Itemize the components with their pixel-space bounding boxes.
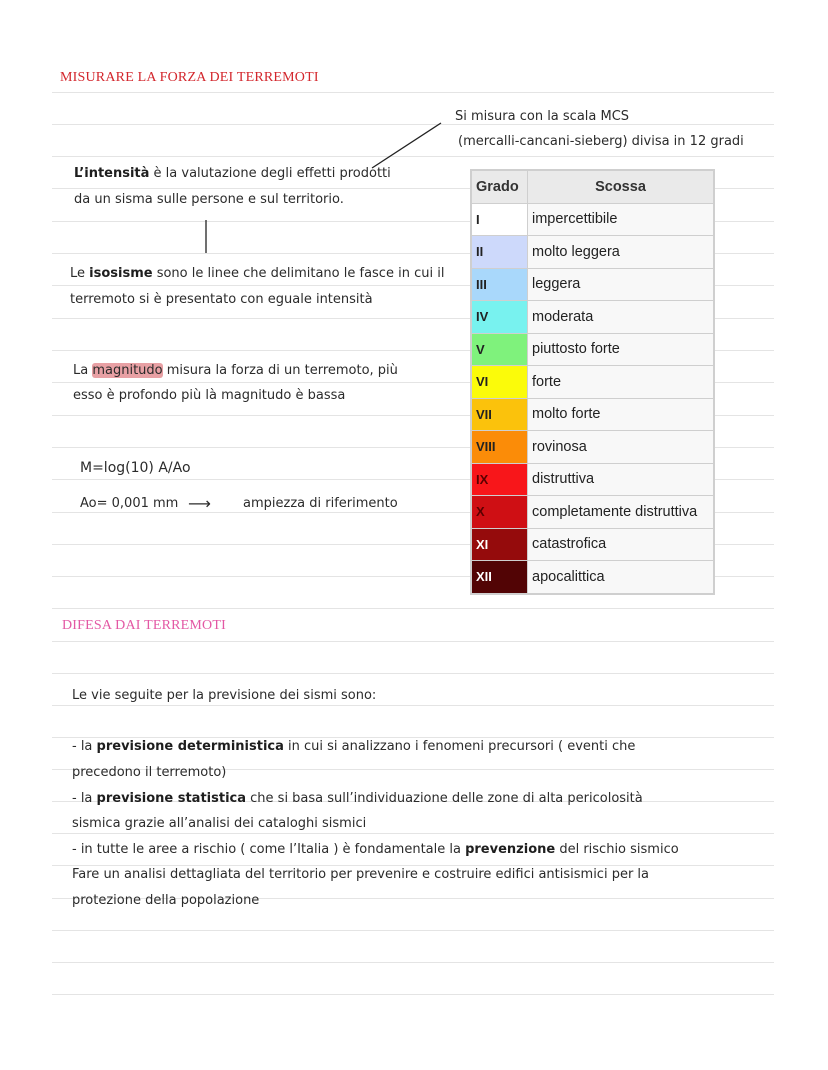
- magnitude-line2: esso è profondo più là magnitudo è bassa: [73, 388, 346, 403]
- section-title-difesa: DIFESA DAI TERREMOTI: [62, 618, 226, 633]
- intensity-term: L’intensità: [74, 166, 150, 181]
- table-row: [472, 236, 714, 269]
- scossa-cell: catastrofica: [528, 528, 714, 561]
- item3-line3: protezione della popolazione: [72, 893, 260, 908]
- magnitude-prefix: La: [73, 363, 93, 378]
- grade-cell: XII: [472, 561, 528, 594]
- item1-line1: [72, 734, 635, 760]
- item2-line1: [72, 786, 643, 812]
- table-header-row: [472, 171, 714, 204]
- scossa-cell: impercettibile: [528, 203, 714, 236]
- item3-line2: Fare un analisi dettagliata del territorio per prevenire e costruire edifici antisismici per la: [72, 867, 650, 882]
- grade-cell: X: [472, 496, 528, 529]
- header-scossa: Scossa: [528, 171, 714, 204]
- item2-line2: sismica grazie all’analisi dei cataloghi sismici: [72, 816, 367, 831]
- header-grado: Grado: [472, 171, 528, 204]
- intensity-line1: [74, 161, 391, 187]
- intensity-line2: da un sisma sulle persone e sul territorio.: [74, 192, 344, 207]
- ao-description: ampiezza di riferimento: [243, 496, 398, 511]
- item2-term: previsione statistica: [96, 791, 247, 806]
- isosism-line2: terremoto si è presentato con eguale intensità: [70, 292, 373, 307]
- magnitude-formula: M=log(10) A/Ao: [80, 460, 191, 476]
- mcs-note-line2: (mercalli-cancani-sieberg) divisa in 12 gradi: [458, 134, 744, 149]
- grade-cell: III: [472, 268, 528, 301]
- isosism-term: isosisme: [89, 266, 153, 281]
- grade-cell: IX: [472, 463, 528, 496]
- table-row: [472, 333, 714, 366]
- isosism-line1: [70, 261, 444, 287]
- grade-cell: VIII: [472, 431, 528, 464]
- scossa-cell: molto forte: [528, 398, 714, 431]
- item1-term: previsione deterministica: [96, 739, 284, 754]
- grade-cell: I: [472, 203, 528, 236]
- grade-cell: IV: [472, 301, 528, 334]
- grade-cell: VI: [472, 366, 528, 399]
- table-row: [472, 463, 714, 496]
- scossa-cell: moderata: [528, 301, 714, 334]
- table-row: [472, 398, 714, 431]
- scossa-cell: molto leggera: [528, 236, 714, 269]
- scossa-cell: forte: [528, 366, 714, 399]
- item3-line1: [72, 837, 679, 863]
- item1-text: in cui si analizzano i fenomeni precursori ( eventi che: [283, 739, 636, 754]
- table-row: [472, 268, 714, 301]
- item1-line2: precedono il terremoto): [72, 765, 227, 780]
- table-row: [472, 528, 714, 561]
- table-row: [472, 203, 714, 236]
- grade-cell: VII: [472, 398, 528, 431]
- item3-text: del rischio sismico: [555, 842, 679, 857]
- item2-prefix: - la: [72, 791, 97, 806]
- grade-cell: XI: [472, 528, 528, 561]
- item3-term: prevenzione: [465, 842, 556, 857]
- grade-cell: V: [472, 333, 528, 366]
- scossa-cell: completamente distruttiva: [528, 496, 714, 529]
- arrow-icon: ⟶: [188, 494, 211, 513]
- mcs-note-line1: Si misura con la scala MCS: [455, 109, 630, 124]
- prediction-intro: Le vie seguite per la previsione dei sismi sono:: [72, 688, 377, 703]
- table-row: [472, 561, 714, 594]
- scossa-cell: apocalittica: [528, 561, 714, 594]
- table-row: [472, 301, 714, 334]
- ao-value: Ao= 0,001 mm: [80, 496, 179, 511]
- magnitude-term-highlight: magnitudo: [92, 363, 163, 378]
- grade-cell: II: [472, 236, 528, 269]
- table-row: [472, 431, 714, 464]
- isosism-text: sono le linee che delimitano le fasce in cui il: [152, 266, 445, 281]
- item3-prefix: - in tutte le aree a rischio ( come l’Italia ) è fondamentale la: [72, 842, 466, 857]
- intensity-text: è la valutazione degli effetti prodotti: [149, 166, 391, 181]
- item1-prefix: - la: [72, 739, 97, 754]
- magnitude-line1: [73, 358, 398, 384]
- mcs-scale-table: [471, 170, 714, 594]
- section-title-misurare: MISURARE LA FORZA DEI TERREMOTI: [60, 70, 319, 85]
- scossa-cell: piuttosto forte: [528, 333, 714, 366]
- scossa-cell: leggera: [528, 268, 714, 301]
- item2-text: che si basa sull’individuazione delle zone di alta pericolosità: [246, 791, 643, 806]
- magnitude-text: misura la forza di un terremoto, più: [162, 363, 398, 378]
- table-row: [472, 366, 714, 399]
- scossa-cell: distruttiva: [528, 463, 714, 496]
- table-row: [472, 496, 714, 529]
- scossa-cell: rovinosa: [528, 431, 714, 464]
- isosism-prefix: Le: [70, 266, 90, 281]
